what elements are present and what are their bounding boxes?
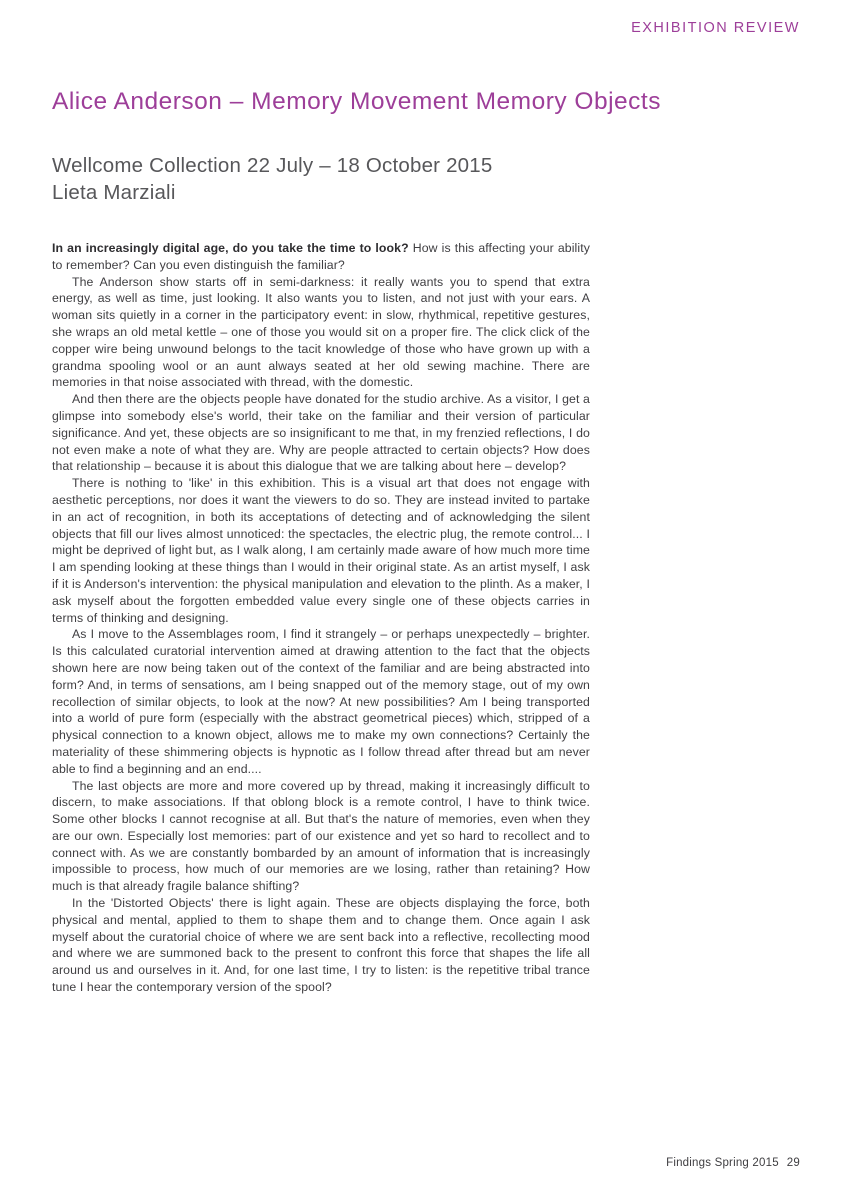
body-paragraph: The last objects are more and more covered up by thread, making it increasingly difficult to discern, to make associations. If that oblong block is a remote control, I have to think twice. Some other blocks I cannot recognise at all. But that's the nature of memories, even when they are our own. Especially lost memories: part of our existence and yet so hard to recollect and to connect with. As we are constantly bombarded by an amount of information that is increasingly impossible to process, how much of our memories are we losing, rather than retaining? How much is that already fragile balance shifting? xyxy=(52,778,590,894)
exhibition-review-label: EXHIBITION REVIEW xyxy=(631,20,800,36)
lead-paragraph xyxy=(52,240,590,274)
body-paragraph: The Anderson show starts off in semi-darkness: it really wants you to spend that extra energy, as well as time, just looking. It also wants you to listen, and not just with your ears. A woman sits quietly in a corner in the participatory event: in slow, rhythmical, repetitive gestures, she wraps an old metal kettle – one of those you would sit on a proper fire. The click click of the copper wire being unwound belongs to the tacit knowledge of those who have grown up with a grandma spooling wool or an aunt always seated at her old sewing machine. There are memories in that noise associated with thread, with the domestic. xyxy=(52,274,590,390)
body-paragraph: There is nothing to 'like' in this exhibition. This is a visual art that does not engage with aesthetic perceptions, nor does it want the viewers to do so. They are instead invited to partake in an act of recognition, in both its acceptations of detecting and of acknowledging the silent objects that fill our lives almost unnoticed: the spectacles, the electric plug, the remote control... I might be deprived of light but, as I walk along, I am certainly made aware of how much more time I am spending looking at these things than I would in their original state. As an artist myself, I ask if it is Anderson's intervention: the physical manipulation and elevation to the plinth. As a maker, I ask myself about the forgotten embedded value every single one of these objects carries in terms of thinking and designing. xyxy=(52,476,590,625)
article-body xyxy=(52,240,590,996)
body-paragraph: And then there are the objects people have donated for the studio archive. As a visitor, I get a glimpse into somebody else's world, their take on the familiar and their version of particular significance. And yet, these objects are so insignificant to me that, in my frenzied reflections, I do not even make a note of what they are. Why are people attracted to certain objects? How does that relationship – because it is about this dialogue that we are talking about here – develop? xyxy=(52,392,590,474)
body-paragraph: In the 'Distorted Objects' there is light again. These are objects displaying the force, both physical and mental, applied to them to shape them and to change them. Once again I ask myself about the curatorial choice of where we are sent back into a reflective, recollecting mood and where we are summoned back to the present to confront this force that shapes the life all around us and ourselves in it. And, for one last time, I try to listen: is the repetitive tribal trance tune I hear the contemporary version of the spool? xyxy=(52,896,590,995)
lead-bold-sentence: In an increasingly digital age, do you take the time to look? xyxy=(52,241,409,255)
article-title: Alice Anderson – Memory Movement Memory Objects xyxy=(52,88,661,115)
page-footer xyxy=(666,1157,800,1169)
lead-rest-text: How is this affecting your ability to remember? Can you even distinguish the familiar? xyxy=(52,241,590,272)
author-name: Lieta Marziali xyxy=(52,181,176,204)
article-subtitle xyxy=(52,152,652,206)
venue-dates: Wellcome Collection 22 July – 18 October 2015 xyxy=(52,154,493,177)
footer-journal-label: Findings Spring 2015 xyxy=(666,1157,779,1169)
body-paragraph: As I move to the Assemblages room, I find it strangely – or perhaps unexpectedly – brighter. Is this calculated curatorial intervention aimed at drawing attention to the fact that the objects shown here are now being taken out of the context of the familiar and are being abstracted into form? And, in terms of sensations, am I being snapped out of the memory stage, out of my own recollection of similar objects, to look at the now? At new possibilities? Am I being transported into a world of pure form (especially with the abstract geometrical pieces) which, stripped of a physical connection to a known object, allows me to make my own connections? Certainly the materiality of these shimmering objects is hypnotic as I follow thread after thread but am never able to find a beginning and an end.... xyxy=(52,627,590,776)
footer-page-number: 29 xyxy=(786,1157,800,1169)
